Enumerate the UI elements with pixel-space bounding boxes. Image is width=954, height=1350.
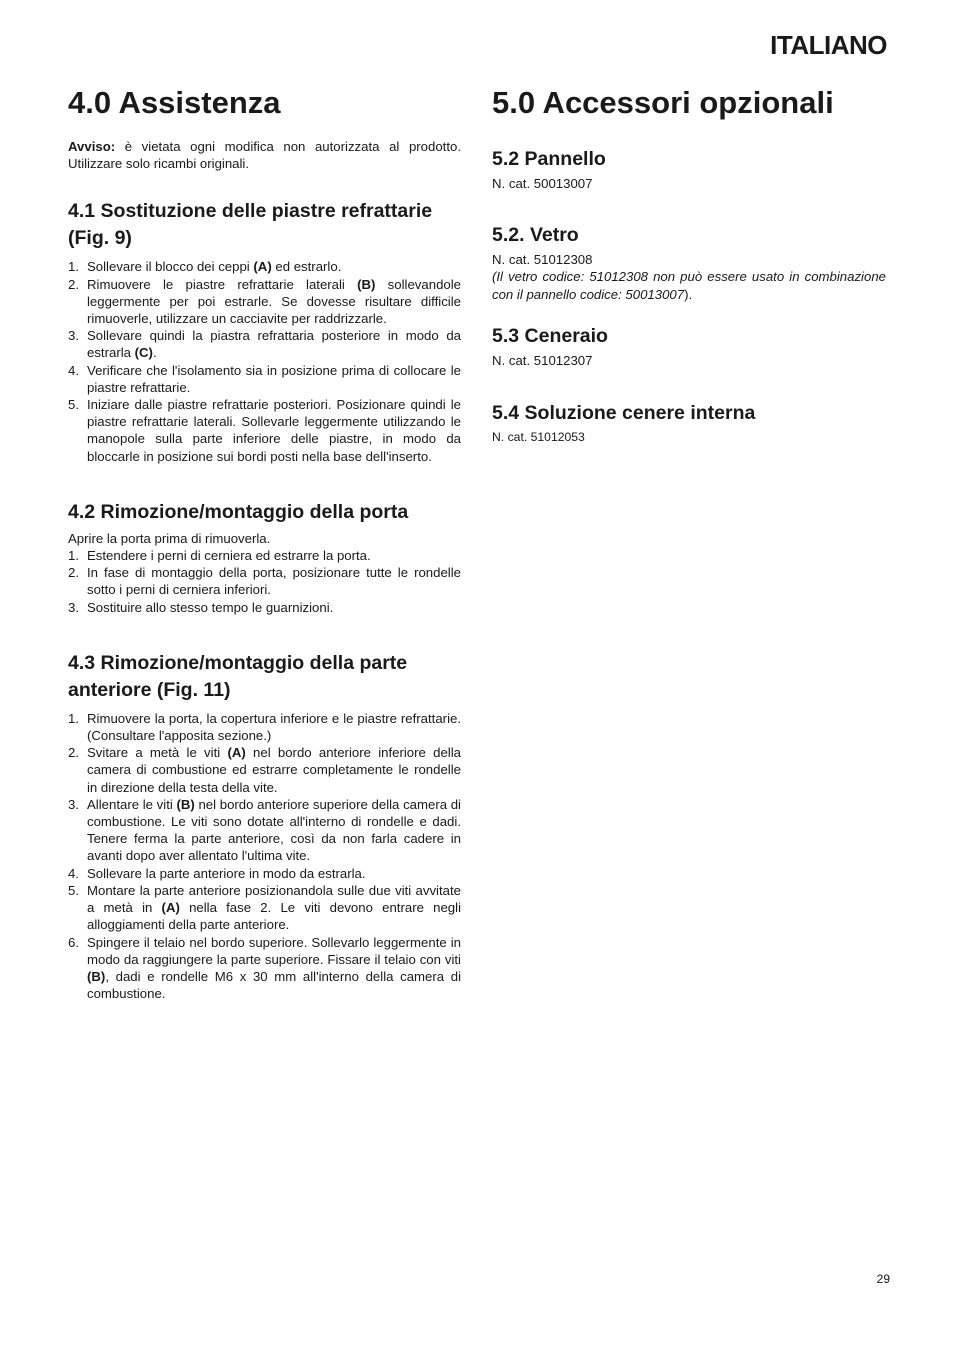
list-text: Sollevare il blocco dei ceppi [87, 259, 254, 275]
list-text: , dadi e rondelle M6 x 30 mm all'interno della camera di combustione. [87, 968, 461, 1002]
list-text: Rimuovere le piastre refrattarie laterali [87, 276, 358, 292]
list-number: 4. [68, 362, 79, 378]
section-5-2-pannello-title: 5.2 Pannello [492, 148, 606, 170]
list-item [68, 258, 461, 275]
list-item [68, 710, 461, 744]
list-number: 5. [68, 882, 79, 898]
section-4-2-intro: Aprire la porta prima di rimuoverla. [68, 530, 271, 546]
list-item [68, 362, 461, 396]
section-5-2-vetro-title: 5.2. Vetro [492, 224, 579, 247]
assistenza-title: 4.0 Assistenza [68, 85, 281, 120]
vetro-note-end: ). [684, 286, 693, 302]
list-text: Iniziare dalle piastre refrattarie posteriori. Posizionare quindi le piastre refrattarie laterali. Sollevarle leggermente utilizzando le manopole sulla parte inferiore delle piastre, in modo da bloccarle in posizione sui bordi posti nella base dell'inserto. [87, 397, 461, 464]
figure-reference: (A) [227, 745, 246, 761]
vetro-note [492, 268, 886, 302]
list-number: 3. [68, 599, 79, 615]
vetro-cat: N. cat. 51012308 [492, 252, 593, 268]
figure-reference: (A) [253, 259, 272, 275]
list-text: Estendere i perni di cerniera ed estrarre la porta. [87, 548, 371, 564]
list-number: 3. [68, 328, 79, 344]
list-item [68, 396, 461, 465]
list-item [68, 882, 461, 934]
list-number: 4. [68, 865, 79, 881]
list-text: In fase di montaggio della porta, posizionare tutte le rondelle sotto i perni di cerniera inferiori. [87, 565, 461, 598]
figure-reference: (A) [161, 900, 180, 916]
left-column [68, 84, 461, 1002]
list-number: 2. [68, 745, 79, 761]
list-item [68, 865, 461, 882]
list-item [68, 744, 461, 796]
figure-reference: (C) [134, 345, 153, 361]
list-item [68, 564, 461, 598]
list-number: 1. [68, 710, 79, 726]
list-text: sollevandole leggermente per poi estrarle. Se dovesse risultare difficile rimuoverle, utilizzare un cacciavite per raddrizzarle. [87, 276, 461, 327]
list-text: nel bordo anteriore superiore della camera di combustione. Le viti sono dotate all'interno di rondelle e dadi. Tenere ferma la parte anteriore, così da non farla cadere in avanti dopo aver allentato l'ultima vite. [87, 796, 461, 864]
list-text: Sollevare la parte anteriore in modo da estrarla. [87, 865, 366, 881]
ceneraio-cat: N. cat. 51012307 [492, 352, 593, 368]
list-number: 2. [68, 276, 79, 292]
figure-reference: (B) [87, 968, 106, 984]
list-text: Montare la parte anteriore posizionandola sulle due viti avvitate a metà in [87, 882, 461, 916]
list-text: nel bordo anteriore inferiore della camera di combustione ed estrarre completamente le rondelle in direzione della testa della vite. [87, 745, 461, 795]
list-item [68, 599, 461, 616]
list-item [68, 327, 461, 361]
figure-reference: (B) [357, 276, 376, 292]
avviso-paragraph [68, 138, 461, 172]
list-item [68, 547, 461, 564]
list-number: 5. [68, 397, 79, 413]
figure-reference: (B) [176, 796, 195, 812]
soluzione-cenere-cat: N. cat. 51012053 [492, 430, 585, 445]
list-item [68, 796, 461, 865]
list-number: 1. [68, 259, 79, 275]
list-text: Verificare che l'isolamento sia in posizione prima di collocare le piastre refrattarie. [87, 362, 461, 395]
section-4-2-title: 4.2 Rimozione/montaggio della porta [68, 500, 409, 523]
list-text: . [152, 345, 157, 361]
list-item [68, 276, 461, 328]
list-text: nella fase 2. Le viti devono entrare negli alloggiamenti della parte anteriore. [87, 900, 461, 933]
section-4-3-list [68, 710, 461, 1002]
list-text: ed estrarlo. [271, 259, 342, 275]
list-number: 1. [68, 548, 79, 564]
avviso-text: è vietata ogni modifica non autorizzata al prodotto. Utilizzare solo ricambi originali. [68, 139, 461, 172]
right-column [492, 84, 886, 446]
page-number: 29 [876, 1272, 890, 1286]
pannello-cat: N. cat. 50013007 [492, 176, 593, 191]
accessori-title: 5.0 Accessori opzionali [492, 85, 834, 120]
list-text: Svitare a metà le viti [87, 745, 228, 761]
section-4-1-list [68, 258, 461, 464]
avviso-label: Avviso: [68, 139, 116, 154]
list-number: 2. [68, 565, 79, 581]
section-4-1-title: 4.1 Sostituzione delle piastre refrattarie (Fig. 9) [68, 200, 433, 250]
section-4-3-title: 4.3 Rimozione/montaggio della parte anteriore (Fig. 11) [68, 651, 408, 701]
section-5-4-title: 5.4 Soluzione cenere interna [492, 402, 756, 425]
list-text: Allentare le viti [87, 796, 177, 812]
section-4-2-list [68, 547, 461, 616]
list-number: 3. [68, 796, 79, 812]
list-text: Spingere il telaio nel bordo superiore. Sollevarlo leggermente in modo da raggiungere la parte superiore. Fissare il telaio con viti [87, 934, 461, 967]
list-number: 6. [68, 934, 79, 950]
section-5-3-title: 5.3 Ceneraio [492, 324, 608, 347]
list-text: Sostituire allo stesso tempo le guarnizioni. [87, 599, 334, 615]
vetro-note-text: (Il vetro codice: 51012308 non può essere usato in combinazione con il pannello codice: 50013007 [492, 269, 886, 302]
language-label: ITALIANO [770, 30, 887, 60]
list-text: Rimuovere la porta, la copertura inferiore e le piastre refrattarie. (Consultare l'apposita sezione.) [87, 710, 461, 744]
list-item [68, 934, 461, 1003]
list-text: Sollevare quindi la piastra refrattaria posteriore in modo da estrarla [87, 328, 461, 361]
